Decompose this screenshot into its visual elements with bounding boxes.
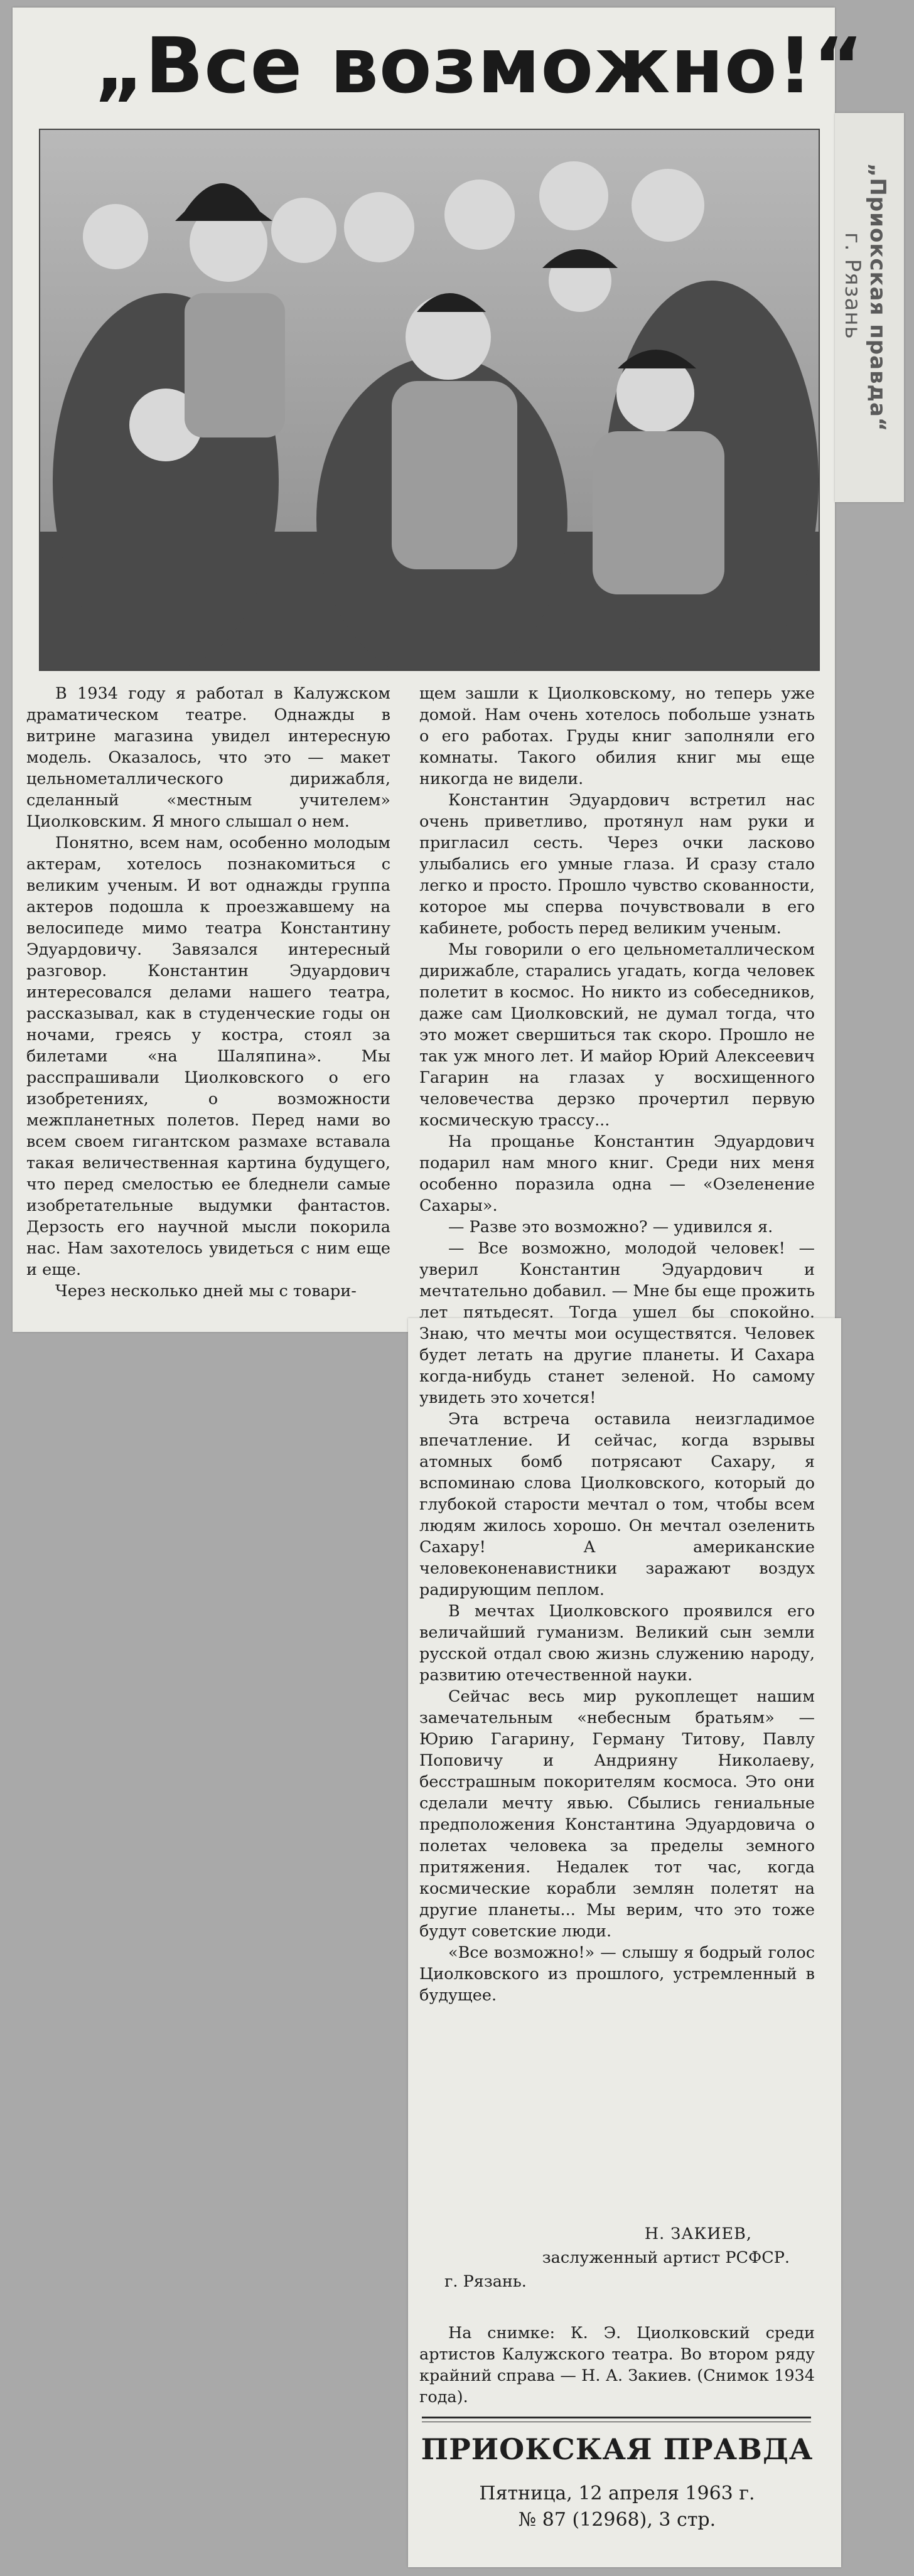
author-signature	[419, 2222, 815, 2294]
article-paragraph: «Все возможно!» — слышу я бодрый голос Циолковского из прошлого, устремленный в будущее.	[419, 1943, 815, 2005]
stamp-paper: „Приокская правда“	[865, 163, 890, 432]
article-column-right	[419, 683, 815, 2006]
source-stamp	[836, 163, 903, 464]
article-paragraph: В 1934 году я работал в Калужском драматическом театре. Однажды в витрине магазина увидел интересную модель. Оказалось, что это — макет цельнометаллического дирижабля, сделанный «местным учителем» Циолковским. Я много слышал о нем.	[26, 684, 390, 831]
article-paragraph: — Все возможно, молодой человек! — уверил Константин Эдуардович и мечтательно добавил. — Мне бы еще прожить лет пятьдесят. Тогда ушел бы спокойно. Знаю, что мечты мои осуществятся. Человек будет летать на другие планеты. И Сахара когда-нибудь станет зеленой. Но самому увидеть это хочется!	[419, 1239, 815, 1407]
photo-caption-text: На снимке: К. Э. Циолковский среди артистов Калужского театра. Во втором ряду крайний справа — Н. А. Закиев. (Снимок 1934 года).	[419, 2324, 815, 2407]
group-photo	[39, 129, 820, 671]
headline: „Все возможно!“	[94, 21, 864, 110]
newspaper-name: ПРИОКСКАЯ ПРАВДА	[421, 2432, 814, 2466]
photo-image	[40, 130, 819, 670]
issue-date: Пятница, 12 апреля 1963 г.	[479, 2482, 755, 2504]
article-paragraph: — Разве это возможно? — удивился я.	[448, 1218, 773, 1237]
photo-caption	[419, 2322, 815, 2408]
author-name: Н. ЗАКИЕВ,	[644, 2224, 752, 2243]
author-city: г. Рязань.	[444, 2272, 527, 2291]
issue-info	[419, 2481, 815, 2533]
article-column-left	[26, 683, 390, 1302]
article-paragraph: Понятно, всем нам, особенно молодым актерам, хотелось познакомиться с великим ученым. И вот однажды группа актеров подошла к проезжавшему на велосипеде мимо театра Константину Эдуардовичу. Завязался интересный разговор. Константин Эдуардович интересовался делами нашего театра, рассказывал, как в студенческие годы он ночами, греясь у костра, стоял за билетами «на Шаляпина». Мы расспрашивали Циолковского о его изобретениях, о возможности межпланетных полетов. Перед нами во всем своем гигантском размахе вставала такая величественная картина будущего, что перед смелостью ее бледнели самые изобретательные выдумки фантастов. Дерзость его научной мысли покорила нас. Нам захотелось увидеться с ним еще и еще.	[26, 834, 390, 1279]
article-paragraph: Сейчас весь мир рукоплещет нашим замечательным «небесным братьям» — Юрию Гагарину, Герману Титову, Павлу Поповичу и Андрияну Николаеву, бесстрашным покорителям космоса. Это они сделали мечту явью. Сбылись гениальные предположения Константина Эдуардовича о полетах человека за пределы земного притяжения. Недалек тот час, когда космические корабли землян полетят на другие планеты... Мы верим, что это тоже будут советские люди.	[419, 1687, 815, 1941]
article-paragraph: Мы говорили о его цельнометаллическом дирижабле, старались угадать, когда человек полетит в космос. Но никто из собеседников, даже сам Циолковский, не думал тогда, что это может свершиться так скоро. Прошло не так уж много лет. И майор Юрий Алексеевич Гагарин на глазах у восхищенного человечества дерзко прочертил первую космическую трассу...	[419, 940, 815, 1130]
author-title: заслуженный артист РСФСР.	[542, 2248, 790, 2267]
issue-number: № 87 (12968), 3 стр.	[518, 2509, 716, 2531]
article-paragraph: В мечтах Циолковского проявился его величайший гуманизм. Великий сын земли русской отдал свою жизнь служению народу, развитию отечественной науки.	[419, 1602, 815, 1685]
article-paragraph: Константин Эдуардович встретил нас очень приветливо, протянул нам руки и пригласил сесть. Через очки ласково улыбались его умные глаза. И сразу стало легко и просто. Прошло чувство скованности, которое мы сперва почувствовали в его кабинете, робость перед великим ученым.	[419, 791, 815, 938]
article-paragraph: На прощанье Константин Эдуардович подарил нам много книг. Среди них меня особенно поразила одна — «Озеленение Сахары».	[419, 1132, 815, 1215]
masthead-rule	[422, 2417, 811, 2418]
article-paragraph: щем зашли к Циолковскому, но теперь уже домой. Нам очень хотелось побольше узнать о его работах. Груды книг заполняли его комнаты. Такого обилия книг мы еще никогда не видели.	[419, 684, 815, 788]
stamp-city: г. Рязань	[840, 232, 865, 340]
article-paragraph: Эта встреча оставила неизгладимое впечатление. И сейчас, когда взрывы атомных бомб потрясают Сахару, я вспоминаю слова Циолковского, который до глубокой старости мечтал о том, чтобы всем людям жилось хорошо. Он мечтал озеленить Сахару! А американские человеконенавистники заражают воздух радирующим пеплом.	[419, 1410, 815, 1599]
article-paragraph: Через несколько дней мы с товари-	[55, 1282, 357, 1301]
